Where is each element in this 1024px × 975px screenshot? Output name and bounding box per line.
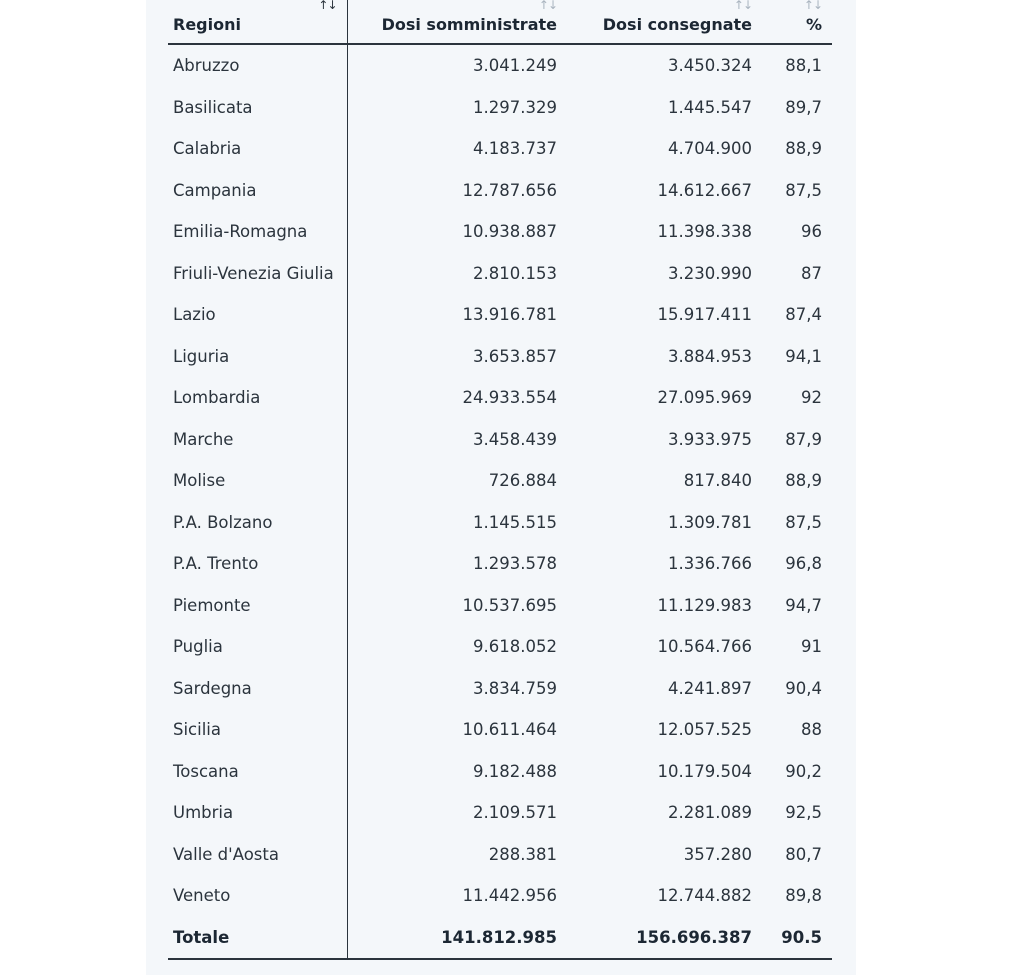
- sort-arrows-icon[interactable]: ↑↓: [803, 0, 822, 12]
- table-header: [168, 0, 832, 44]
- region-cell: Liguria: [168, 336, 347, 378]
- column-header-label: Dosi consegnate: [602, 15, 752, 34]
- administered-cell: 1.293.578: [473, 554, 557, 574]
- region-cell: Umbria: [168, 792, 347, 834]
- percent-cell: 87,5: [785, 512, 822, 532]
- delivered-cell: 4.704.900: [668, 139, 752, 159]
- table-row: [168, 502, 832, 544]
- percent-cell: 88: [801, 720, 822, 740]
- administered-cell: 24.933.554: [462, 388, 557, 408]
- delivered-cell: 2.281.089: [668, 803, 752, 823]
- delivered-cell: 11.398.338: [657, 222, 752, 242]
- table-row: [168, 211, 832, 253]
- percent-cell: 88,9: [785, 471, 822, 491]
- region-cell: Marche: [168, 419, 347, 461]
- percent-cell: 89,8: [785, 886, 822, 906]
- delivered-cell: 15.917.411: [657, 305, 752, 325]
- percent-cell: 96,8: [785, 554, 822, 574]
- delivered-cell: 357.280: [683, 844, 752, 864]
- region-cell: Abruzzo: [168, 44, 347, 87]
- percent-cell: 80,7: [785, 844, 822, 864]
- table-row: [168, 336, 832, 378]
- table-row: [168, 44, 832, 87]
- table-row: [168, 709, 832, 751]
- delivered-cell: 12.744.882: [657, 886, 752, 906]
- region-cell: Emilia-Romagna: [168, 211, 347, 253]
- table-row: [168, 751, 832, 793]
- administered-cell: 288.381: [488, 844, 557, 864]
- table-row: [168, 419, 832, 461]
- region-cell: Sardegna: [168, 668, 347, 710]
- percent-cell: 91: [801, 637, 822, 657]
- administered-cell: 4.183.737: [473, 139, 557, 159]
- administered-cell: 9.618.052: [473, 637, 557, 657]
- administered-cell: 9.182.488: [473, 761, 557, 781]
- delivered-cell: 3.884.953: [668, 346, 752, 366]
- delivered-cell: 1.445.547: [668, 97, 752, 117]
- delivered-cell: 1.336.766: [668, 554, 752, 574]
- region-cell: Veneto: [168, 875, 347, 917]
- administered-cell: 141.812.985: [347, 917, 567, 960]
- percent-cell: 96: [801, 222, 822, 242]
- table-row: [168, 294, 832, 336]
- percent-cell: 94,1: [785, 346, 822, 366]
- administered-cell: 3.041.249: [473, 56, 557, 76]
- column-header-label: Dosi somministrate: [381, 15, 557, 34]
- table-row: [168, 170, 832, 212]
- delivered-cell: 14.612.667: [657, 180, 752, 200]
- administered-cell: 1.297.329: [473, 97, 557, 117]
- delivered-cell: 1.309.781: [668, 512, 752, 532]
- region-cell: Lombardia: [168, 377, 347, 419]
- region-cell: Piemonte: [168, 585, 347, 627]
- table-row: [168, 377, 832, 419]
- region-cell: Valle d'Aosta: [168, 834, 347, 876]
- region-cell: Sicilia: [168, 709, 347, 751]
- sort-arrows-icon[interactable]: ↑↓: [733, 0, 752, 12]
- percent-cell: 90,4: [785, 678, 822, 698]
- region-cell: Puglia: [168, 626, 347, 668]
- delivered-cell: 4.241.897: [668, 678, 752, 698]
- column-header-label: Regioni: [173, 15, 241, 34]
- percent-cell: 88,9: [785, 139, 822, 159]
- column-header-dosi-consegnate[interactable]: [567, 0, 762, 44]
- percent-cell: 88,1: [785, 56, 822, 76]
- administered-cell: 11.442.956: [462, 886, 557, 906]
- region-cell: Campania: [168, 170, 347, 212]
- vaccine-doses-table: [168, 0, 832, 960]
- region-cell: Totale: [168, 917, 347, 960]
- region-cell: Molise: [168, 460, 347, 502]
- delivered-cell: 12.057.525: [657, 720, 752, 740]
- table-row: [168, 792, 832, 834]
- percent-cell: 87,5: [785, 180, 822, 200]
- region-cell: P.A. Bolzano: [168, 502, 347, 544]
- administered-cell: 3.653.857: [473, 346, 557, 366]
- percent-cell: 90,2: [785, 761, 822, 781]
- region-cell: Friuli-Venezia Giulia: [168, 253, 347, 295]
- delivered-cell: 3.933.975: [668, 429, 752, 449]
- administered-cell: 10.938.887: [462, 222, 557, 242]
- column-header-percent[interactable]: [762, 0, 832, 44]
- administered-cell: 13.916.781: [462, 305, 557, 325]
- region-cell: Calabria: [168, 128, 347, 170]
- region-cell: P.A. Trento: [168, 543, 347, 585]
- sort-arrows-icon[interactable]: ↑↓: [318, 0, 337, 12]
- table-row: [168, 668, 832, 710]
- percent-cell: 92,5: [785, 803, 822, 823]
- percent-cell: 94,7: [785, 595, 822, 615]
- table-body: [168, 44, 832, 959]
- delivered-cell: 27.095.969: [657, 388, 752, 408]
- delivered-cell: 10.564.766: [657, 637, 752, 657]
- table-row: [168, 253, 832, 295]
- administered-cell: 12.787.656: [462, 180, 557, 200]
- table-row: [168, 460, 832, 502]
- administered-cell: 2.810.153: [473, 263, 557, 283]
- table-row: [168, 87, 832, 129]
- region-cell: Lazio: [168, 294, 347, 336]
- table-row: [168, 875, 832, 917]
- percent-cell: 87,4: [785, 305, 822, 325]
- percent-cell: 87: [801, 263, 822, 283]
- column-header-regioni[interactable]: [168, 0, 347, 44]
- percent-cell: 92: [801, 388, 822, 408]
- table-row: [168, 128, 832, 170]
- delivered-cell: 10.179.504: [657, 761, 752, 781]
- percent-cell: 90.5: [762, 917, 832, 960]
- administered-cell: 726.884: [488, 471, 557, 491]
- table-row: [168, 543, 832, 585]
- region-cell: Toscana: [168, 751, 347, 793]
- table-row: [168, 834, 832, 876]
- administered-cell: 10.611.464: [462, 720, 557, 740]
- region-cell: Basilicata: [168, 87, 347, 129]
- administered-cell: 2.109.571: [473, 803, 557, 823]
- delivered-cell: 817.840: [683, 471, 752, 491]
- sort-arrows-icon[interactable]: ↑↓: [538, 0, 557, 12]
- percent-cell: 89,7: [785, 97, 822, 117]
- delivered-cell: 11.129.983: [657, 595, 752, 615]
- column-header-label: %: [805, 15, 822, 34]
- delivered-cell: 3.230.990: [668, 263, 752, 283]
- delivered-cell: 156.696.387: [567, 917, 762, 960]
- administered-cell: 1.145.515: [473, 512, 557, 532]
- column-header-dosi-somministrate[interactable]: [347, 0, 567, 44]
- administered-cell: 3.458.439: [473, 429, 557, 449]
- table-total-row: [168, 917, 832, 960]
- administered-cell: 10.537.695: [462, 595, 557, 615]
- table-row: [168, 626, 832, 668]
- administered-cell: 3.834.759: [473, 678, 557, 698]
- delivered-cell: 3.450.324: [668, 56, 752, 76]
- percent-cell: 87,9: [785, 429, 822, 449]
- table-row: [168, 585, 832, 627]
